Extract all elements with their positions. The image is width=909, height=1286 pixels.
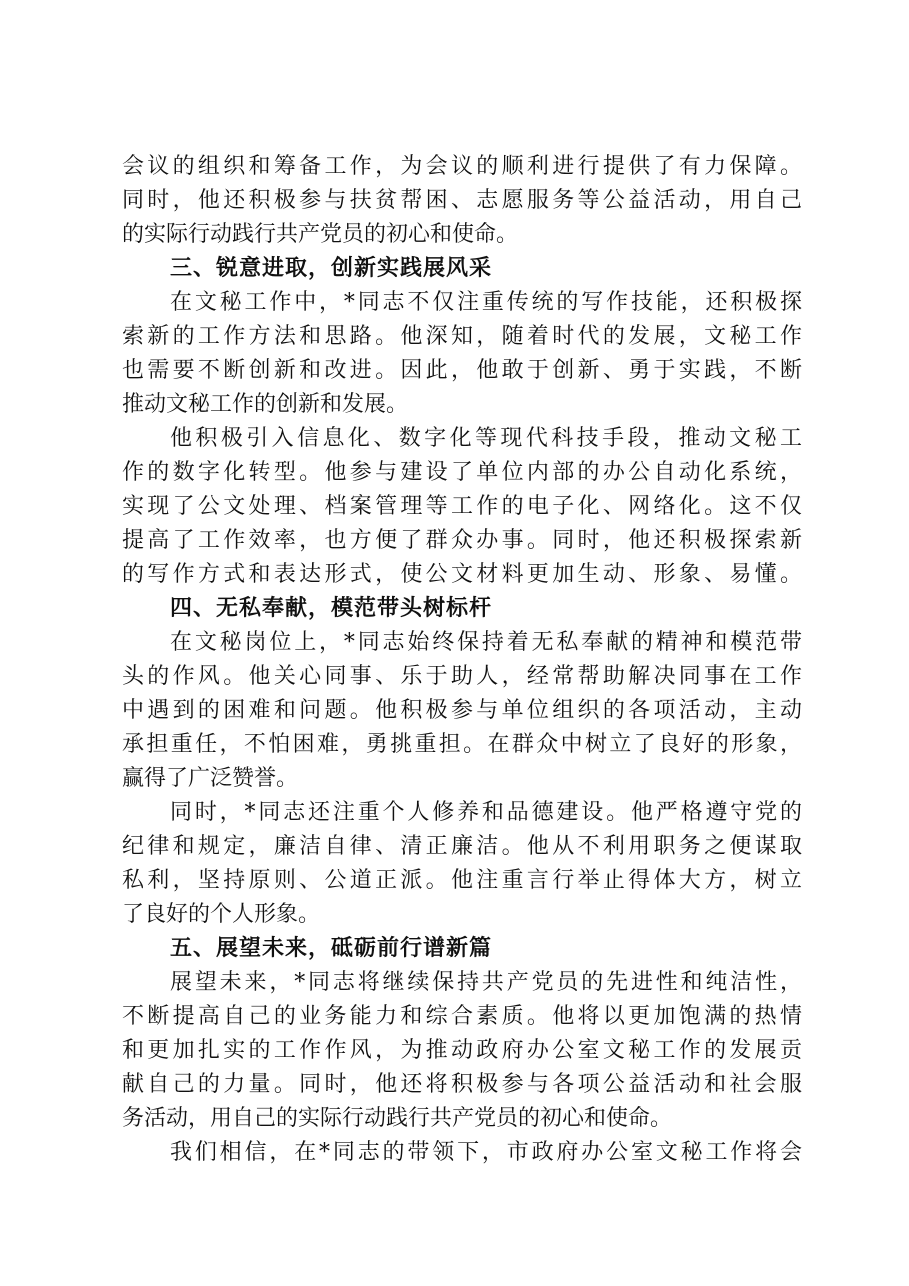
body-line: 的实际行动践行共产党员的初心和使命。 [122,222,519,247]
body-line: 承担重任，不怕困难，勇挑重担。在群众中树立了良好的形象， [122,732,802,757]
paragraph-first-line: 同时，*同志还注重个人修养和品德建设。他严格遵守党的 [170,800,802,825]
document-page [122,150,802,1170]
body-line: 了良好的个人形象。 [122,902,321,927]
body-line: 作的数字化转型。他参与建设了单位内部的办公自动化系统， [122,460,802,485]
paragraph-first-line: 展望未来，*同志将继续保持共产党员的先进性和纯洁性， [170,970,802,995]
paragraph-first-line: 我们相信，在*同志的带领下，市政府办公室文秘工作将会 [170,1140,802,1165]
body-line: 同时，他还积极参与扶贫帮困、志愿服务等公益活动，用自己 [122,188,802,213]
section-heading: 四、无私奉献，模范带头树标杆 [170,596,493,621]
body-line: 索新的工作方法和思路。他深知，随着时代的发展，文秘工作 [122,324,802,349]
body-line: 实现了公文处理、档案管理等工作的电子化、网络化。这不仅 [122,494,802,519]
body-line: 不断提高自己的业务能力和综合素质。他将以更加饱满的热情 [122,1004,802,1029]
body-line: 提高了工作效率，也方便了群众办事。同时，他还积极探索新 [122,528,802,553]
body-line: 赢得了广泛赞誉。 [122,766,299,791]
body-line: 纪律和规定，廉洁自律、清正廉洁。他从不利用职务之便谋取 [122,834,802,859]
body-line: 的写作方式和表达形式，使公文材料更加生动、形象、易懂。 [122,562,802,587]
section-heading: 三、锐意进取，创新实践展风采 [170,256,493,281]
body-line: 推动文秘工作的创新和发展。 [122,392,409,417]
body-line: 也需要不断创新和改进。因此，他敢于创新、勇于实践，不断 [122,358,802,383]
body-line: 私利，坚持原则、公道正派。他注重言行举止得体大方，树立 [122,868,802,893]
paragraph-first-line: 在文秘工作中，*同志不仅注重传统的写作技能，还积极探 [170,290,802,315]
paragraph-first-line: 在文秘岗位上，*同志始终保持着无私奉献的精神和模范带 [170,630,802,655]
section-heading: 五、展望未来，砥砺前行谱新篇 [170,936,493,961]
paragraph-first-line: 他积极引入信息化、数字化等现代科技手段，推动文秘工 [170,426,802,451]
body-line: 务活动，用自己的实际行动践行共产党员的初心和使命。 [122,1106,673,1131]
body-line: 中遇到的困难和问题。他积极参与单位组织的各项活动，主动 [122,698,802,723]
body-line: 和更加扎实的工作作风，为推动政府办公室文秘工作的发展贡 [122,1038,802,1063]
body-line: 头的作风。他关心同事、乐于助人，经常帮助解决同事在工作 [122,664,802,689]
body-line: 会议的组织和筹备工作，为会议的顺利进行提供了有力保障。 [122,154,802,179]
body-line: 献自己的力量。同时，他还将积极参与各项公益活动和社会服 [122,1072,802,1097]
